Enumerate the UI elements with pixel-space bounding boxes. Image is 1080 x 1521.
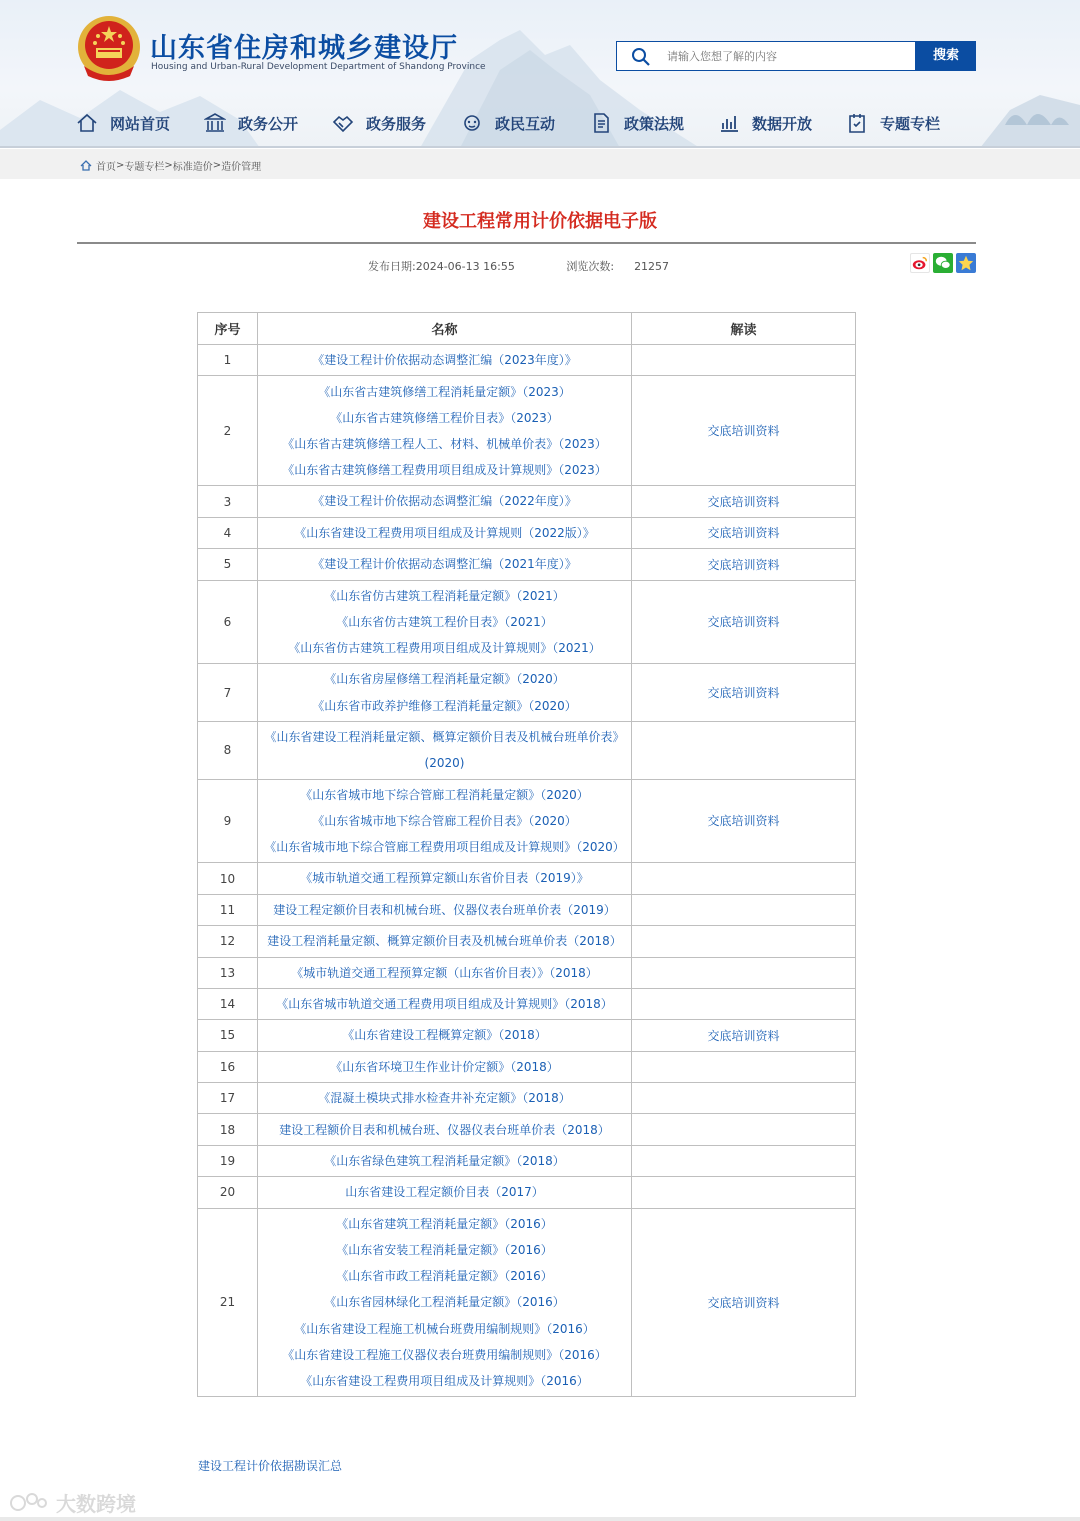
document-link[interactable]: 《山东省园林绿化工程消耗量定额》（2016） (324, 1295, 565, 1310)
document-link[interactable]: 《山东省房屋修缮工程消耗量定额》（2020） (324, 672, 565, 687)
document-link[interactable]: (2020) (424, 756, 465, 771)
row-names (258, 779, 632, 863)
nav-label: 政民互动 (495, 114, 556, 133)
share-bar (910, 253, 976, 273)
table-row (198, 517, 856, 548)
national-emblem-logo[interactable] (76, 14, 142, 84)
nav-label: 政务服务 (366, 114, 427, 133)
interpretation-link[interactable]: 交底培训资料 (632, 580, 856, 664)
document-link[interactable]: 《混凝土模块式排水检查井补充定额》（2018） (318, 1091, 571, 1106)
views-count: 21257 (634, 260, 670, 273)
search-box (616, 41, 916, 71)
nav-label: 专题专栏 (880, 114, 941, 133)
interpretation-link[interactable]: 交底培训资料 (632, 486, 856, 517)
handshake-icon (332, 112, 354, 134)
header-interpretation: 解读 (632, 313, 856, 345)
interpretation-link[interactable]: 交底培训资料 (632, 1208, 856, 1397)
row-names (258, 1208, 632, 1397)
interpretation-link (632, 345, 856, 376)
row-number: 2 (198, 376, 258, 486)
row-names (258, 486, 632, 517)
document-link[interactable]: 《山东省古建筑修缮工程费用项目组成及计算规则》（2023） (282, 463, 607, 478)
nav-item-policy[interactable] (590, 108, 684, 138)
weibo-share-icon[interactable] (910, 253, 930, 273)
document-link[interactable]: 《山东省城市地下综合管廊工程费用项目组成及计算规则》（2020） (264, 840, 625, 855)
interpretation-link[interactable]: 交底培训资料 (632, 1020, 856, 1051)
views-label: 浏览次数: (566, 260, 615, 273)
interpretation-link (632, 1114, 856, 1145)
document-link[interactable]: 建设工程定额价目表和机械台班、仪器仪表台班单价表（2019） (273, 902, 616, 917)
row-names (258, 664, 632, 722)
nav-label: 政策法规 (624, 114, 685, 133)
row-number: 8 (198, 721, 258, 779)
document-link[interactable]: 建设工程消耗量定额、概算定额价目表及机械台班单价表（2018） (267, 934, 622, 949)
interpretation-link (632, 926, 856, 957)
document-link[interactable]: 《山东省建设工程施工机械台班费用编制规则》（2016） (294, 1321, 595, 1336)
interpretation-link (632, 1177, 856, 1208)
interpretation-link[interactable]: 交底培训资料 (632, 376, 856, 486)
document-link[interactable]: 《山东省建设工程费用项目组成及计算规则（2022版）》 (294, 525, 595, 540)
document-link[interactable]: 《山东省市政养护维修工程消耗量定额》（2020） (312, 698, 577, 713)
row-number: 1 (198, 345, 258, 376)
table-row (198, 988, 856, 1019)
interpretation-link[interactable]: 交底培训资料 (632, 517, 856, 548)
page-bottom-bar (0, 1517, 1080, 1521)
search-button[interactable]: 搜索 (916, 41, 976, 71)
interpretation-link (632, 863, 856, 894)
watermark-logo-icon (10, 1491, 50, 1515)
interpretation-link[interactable]: 交底培训资料 (632, 664, 856, 722)
document-link[interactable]: 建设工程额价目表和机械台班、仪器仪表台班单价表（2018） (279, 1122, 610, 1137)
breadcrumb-bar (0, 149, 1080, 179)
site-title: 山东省住房和城乡建设厅 (150, 33, 458, 64)
document-link[interactable]: 《山东省古建筑修缮工程人工、材料、机械单价表》（2023） (282, 436, 607, 451)
row-names (258, 1114, 632, 1145)
row-number: 19 (198, 1145, 258, 1176)
row-number: 16 (198, 1051, 258, 1082)
breadcrumb: 首页 > 专题专栏 > 标准造价 > 造价管理 (80, 158, 261, 173)
row-number: 21 (198, 1208, 258, 1397)
search-input[interactable] (667, 43, 907, 69)
interpretation-link[interactable]: 交底培训资料 (632, 779, 856, 863)
breadcrumb-home[interactable]: 首页 (96, 162, 116, 173)
document-link[interactable]: 《山东省城市地下综合管廊工程价目表》（2020） (312, 813, 577, 828)
watermark-text: 大数跨境 (56, 1492, 136, 1516)
chart-icon (718, 112, 740, 134)
breadcrumb-standard-cost[interactable]: 标准造价 (172, 162, 213, 173)
table-row (198, 1208, 856, 1397)
row-number: 3 (198, 486, 258, 517)
row-number: 4 (198, 517, 258, 548)
table-row (198, 486, 856, 517)
interpretation-link (632, 721, 856, 779)
document-link[interactable]: 《山东省绿色建筑工程消耗量定额》（2018） (324, 1153, 565, 1168)
title-divider (77, 242, 976, 244)
row-number: 9 (198, 779, 258, 863)
row-names (258, 376, 632, 486)
table-row (198, 1083, 856, 1114)
document-link[interactable]: 《山东省古建筑修缮工程价目表》（2023） (330, 410, 559, 425)
nav-label: 网站首页 (110, 114, 171, 133)
row-number: 17 (198, 1083, 258, 1114)
interact-icon (461, 112, 483, 134)
document-link[interactable]: 山东省建设工程定额价目表（2017） (345, 1185, 544, 1200)
document-link[interactable]: 《山东省建设工程费用项目组成及计算规则》（2016） (300, 1373, 589, 1388)
table-row (198, 779, 856, 863)
document-link[interactable]: 《山东省仿古建筑工程消耗量定额》（2021） (324, 588, 565, 603)
article-meta (368, 258, 669, 274)
document-link[interactable]: 《建设工程计价依据动态调整汇编（2023年度）》 (312, 353, 577, 368)
table-row (198, 376, 856, 486)
nav-item-public-affairs[interactable] (204, 108, 298, 138)
site-subtitle: Housing and Urban-Rural Development Department of Shandong Province (151, 62, 486, 72)
table-row (198, 721, 856, 779)
row-names (258, 517, 632, 548)
row-names (258, 957, 632, 988)
header-name: 名称 (258, 313, 632, 345)
building-icon (204, 112, 226, 134)
site-header (0, 0, 1080, 148)
row-names (258, 1051, 632, 1082)
document-link[interactable]: 《城市轨道交通工程预算定额山东省价目表（2019）》 (300, 871, 589, 886)
breadcrumb-cost-management[interactable]: 造价管理 (221, 162, 262, 173)
document-link[interactable]: 《城市轨道交通工程预算定额（山东省价目表）》（2018） (291, 965, 598, 980)
table-row (198, 345, 856, 376)
row-names (258, 1020, 632, 1051)
row-names (258, 345, 632, 376)
header-no: 序号 (198, 313, 258, 345)
wechat-share-icon[interactable] (933, 253, 953, 273)
document-link[interactable]: 《山东省市政工程消耗量定额》（2016） (336, 1269, 553, 1284)
nav-label: 数据开放 (752, 114, 813, 133)
document-link[interactable]: 《山东省环境卫生作业计价定额》（2018） (330, 1059, 559, 1074)
row-names (258, 1145, 632, 1176)
row-number: 10 (198, 863, 258, 894)
row-number: 5 (198, 549, 258, 580)
document-link[interactable]: 《山东省城市轨道交通工程费用项目组成及计算规则》（2018） (276, 997, 613, 1011)
document-link[interactable]: 《建设工程计价依据动态调整汇编（2022年度）》 (312, 494, 577, 509)
interpretation-link (632, 988, 856, 1019)
row-names (258, 926, 632, 957)
interpretation-link[interactable]: 交底培训资料 (632, 549, 856, 580)
errata-summary-link[interactable]: 建设工程计价依据勘误汇总 (198, 1459, 343, 1473)
header-divider (0, 146, 1080, 148)
table-row (198, 1051, 856, 1082)
publish-date: 2024-06-13 16:55 (415, 260, 515, 273)
table-row (198, 926, 856, 957)
document-link[interactable]: 《山东省建设工程概算定额》（2018） (342, 1028, 547, 1043)
nav-item-open-data[interactable] (718, 108, 812, 138)
breadcrumb-topics[interactable]: 专题专栏 (124, 162, 165, 173)
document-link[interactable]: 《山东省古建筑修缮工程消耗量定额》（2023） (318, 384, 571, 399)
table-row (198, 863, 856, 894)
row-number: 11 (198, 894, 258, 925)
document-link[interactable]: 《山东省城市地下综合管廊工程消耗量定额》（2020） (300, 787, 589, 802)
row-names (258, 894, 632, 925)
row-number: 14 (198, 988, 258, 1019)
row-names (258, 721, 632, 779)
row-names (258, 863, 632, 894)
table-row (198, 1145, 856, 1176)
main-nav (76, 108, 976, 138)
interpretation-link (632, 894, 856, 925)
topic-icon (846, 112, 868, 134)
table-row (198, 894, 856, 925)
interpretation-link (632, 1051, 856, 1082)
interpretation-link (632, 1145, 856, 1176)
table-row (198, 580, 856, 664)
page-title: 建设工程常用计价依据电子版 (423, 211, 657, 232)
document-icon (590, 112, 612, 134)
table-row (198, 549, 856, 580)
row-number: 15 (198, 1020, 258, 1051)
row-number: 13 (198, 957, 258, 988)
home-icon (76, 112, 98, 134)
pricing-basis-table (197, 312, 856, 1397)
nav-item-services[interactable] (332, 108, 426, 138)
row-number: 18 (198, 1114, 258, 1145)
nav-label: 政务公开 (238, 114, 299, 133)
table-row (198, 1177, 856, 1208)
row-names (258, 549, 632, 580)
table-row (198, 1020, 856, 1051)
document-link[interactable]: 《山东省建设工程消耗量定额、概算定额价目表及机械台班单价表》 (264, 730, 625, 745)
row-names (258, 1083, 632, 1114)
row-number: 7 (198, 664, 258, 722)
table-row (198, 664, 856, 722)
watermark (10, 1488, 136, 1517)
row-names (258, 1177, 632, 1208)
publish-label: 发布日期: (368, 260, 416, 273)
table-header-row (198, 313, 856, 345)
table-body (198, 345, 856, 1397)
document-link[interactable]: 《山东省建筑工程消耗量定额》（2016） (336, 1216, 553, 1231)
table-row (198, 957, 856, 988)
row-number: 6 (198, 580, 258, 664)
favorite-share-icon[interactable] (956, 253, 976, 273)
row-names (258, 988, 632, 1019)
document-link[interactable]: 《建设工程计价依据动态调整汇编（2021年度）》 (312, 557, 577, 572)
document-link[interactable]: 《山东省建设工程施工仪器仪表台班费用编制规则》（2016） (282, 1347, 607, 1362)
row-number: 20 (198, 1177, 258, 1208)
nav-item-home[interactable] (76, 108, 170, 138)
home-icon (80, 160, 92, 171)
document-link[interactable]: 《山东省仿古建筑工程费用项目组成及计算规则》（2021） (288, 641, 601, 656)
interpretation-link (632, 1083, 856, 1114)
row-number: 12 (198, 926, 258, 957)
table-row (198, 1114, 856, 1145)
row-names (258, 580, 632, 664)
interpretation-link (632, 957, 856, 988)
document-link[interactable]: 《山东省安装工程消耗量定额》（2016） (336, 1242, 553, 1257)
nav-item-interaction[interactable] (461, 108, 555, 138)
document-link[interactable]: 《山东省仿古建筑工程价目表》（2021） (336, 614, 553, 629)
nav-item-topics[interactable] (846, 108, 940, 138)
search-icon (631, 47, 651, 67)
